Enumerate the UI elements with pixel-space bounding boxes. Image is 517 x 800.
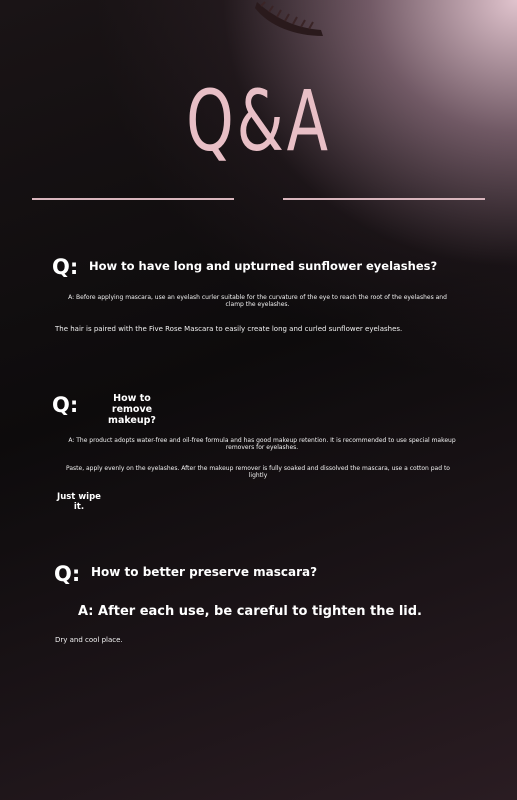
answer-2-line-2: Paste, apply evenly on the eyelashes. After the makeup remover is fully soaked and dissolved the mascara, use a cotton pad to lightly (66, 465, 450, 479)
answer-1-line-1: A: Before applying mascara, use an eyelash curler suitable for the curvature of the eye to reach the root of the eyelashes and clamp the eyelashes. (68, 294, 447, 308)
page-title: Q&A (186, 72, 331, 170)
answer-3-line-2: Dry and cool place. (55, 636, 123, 644)
answer-2-line-3: Just wipe it. (57, 492, 101, 512)
q-label-2: Q: (52, 393, 79, 417)
question-3: How to better preserve mascara? (91, 565, 318, 579)
q-label-1: Q: (52, 255, 79, 279)
q-label-3: Q: (54, 562, 81, 586)
answer-3-line-1: A: After each use, be careful to tighten the lid. (78, 604, 422, 619)
mascara-brush-decoration (255, 0, 325, 40)
divider-right (283, 198, 485, 200)
answer-2-line-1: A: The product adopts water-free and oil-free formula and has good makeup retention. It is recommended to use special makeup removers for eyelashes. (68, 437, 456, 451)
question-2: How to remove makeup? (108, 393, 156, 426)
answer-1-line-2: The hair is paired with the Five Rose Mascara to easily create long and curled sunflower eyelashes. (55, 325, 403, 333)
question-1: How to have long and upturned sunflower eyelashes? (89, 259, 438, 273)
divider-left (32, 198, 234, 200)
